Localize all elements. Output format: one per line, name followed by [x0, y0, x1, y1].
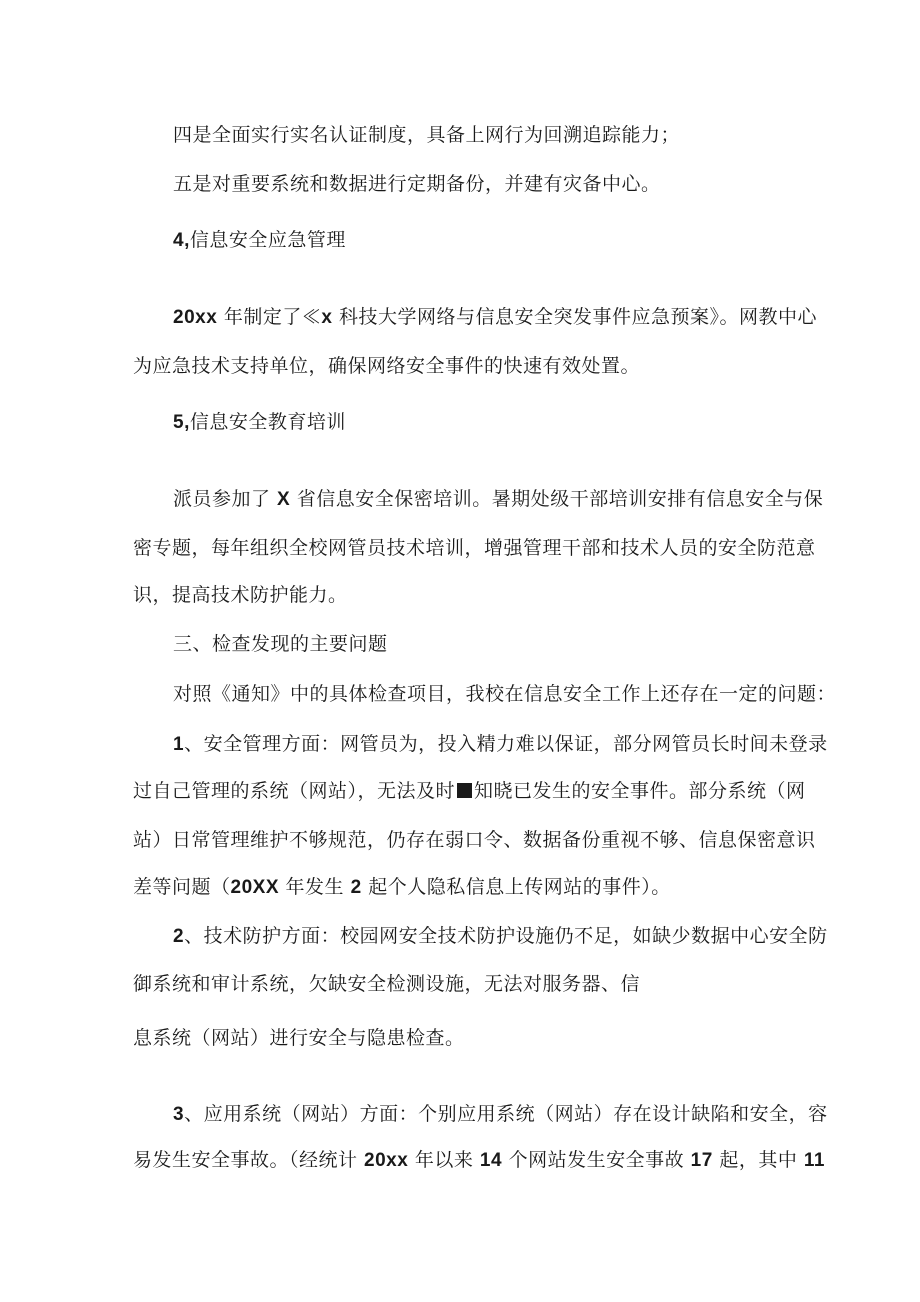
section-heading-4: 4,信息安全应急管理 [173, 229, 346, 251]
list-item-1-line-1: 1、安全管理方面：网管员为，投入精力难以保证，部分网管员长时间未登录 [173, 733, 828, 755]
list-item-2-line-1: 2、技术防护方面：校园网安全技术防护设施仍不足，如缺少数据中心安全防 [173, 925, 828, 947]
chapter-heading-3: 三、检查发现的主要问题 [173, 633, 388, 655]
paragraph-line-5: 派员参加了 X 省信息安全保密培训。暑期处级干部培训安排有信息安全与保 [173, 488, 824, 510]
paragraph-line-1: 四是全面实行实名认证制度，具备上网行为回溯追踪能力； [173, 124, 681, 146]
redaction-square-icon [457, 783, 472, 798]
list-item-1-line-2: 过自己管理的系统（网站），无法及时 知晓已发生的安全事件。部分系统（网 [133, 780, 806, 802]
section-heading-5: 5,信息安全教育培训 [173, 411, 346, 433]
paragraph-line-3: 20xx 年制定了≪x 科技大学网络与信息安全突发事件应急预案》。网教中心 [173, 306, 817, 328]
list-item-2-line-3: 息系统（网站）进行安全与隐患检查。 [133, 1027, 465, 1049]
paragraph-line-8: 对照《通知》中的具体检查项目，我校在信息安全工作上还存在一定的问题： [173, 683, 837, 705]
list-item-2-line-2: 御系统和审计系统，欠缺安全检测设施，无法对服务器、信 [133, 973, 641, 995]
paragraph-line-7: 识，提高技术防护能力。 [133, 584, 348, 606]
list-item-1-line-4: 差等问题（20XX 年发生 2 起个人隐私信息上传网站的事件）。 [133, 876, 671, 898]
list-item-1-line-3: 站）日常管理维护不够规范，仍存在弱口令、数据备份重视不够、信息保密意识 [133, 829, 816, 851]
paragraph-line-2: 五是对重要系统和数据进行定期备份，并建有灾备中心。 [173, 173, 661, 195]
list-item-3-line-1: 3、应用系统（网站）方面：个别应用系统（网站）存在设计缺陷和安全，容 [173, 1103, 828, 1125]
list-item-3-line-2: 易发生安全事故。（经统计 20xx 年以来 14 个网站发生安全事故 17 起，其中 11 [133, 1149, 825, 1171]
paragraph-line-6: 密专题，每年组织全校网管员技术培训，增强管理干部和技术人员的安全防范意 [133, 537, 816, 559]
paragraph-line-4: 为应急技术支持单位，确保网络安全事件的快速有效处置。 [133, 355, 641, 377]
